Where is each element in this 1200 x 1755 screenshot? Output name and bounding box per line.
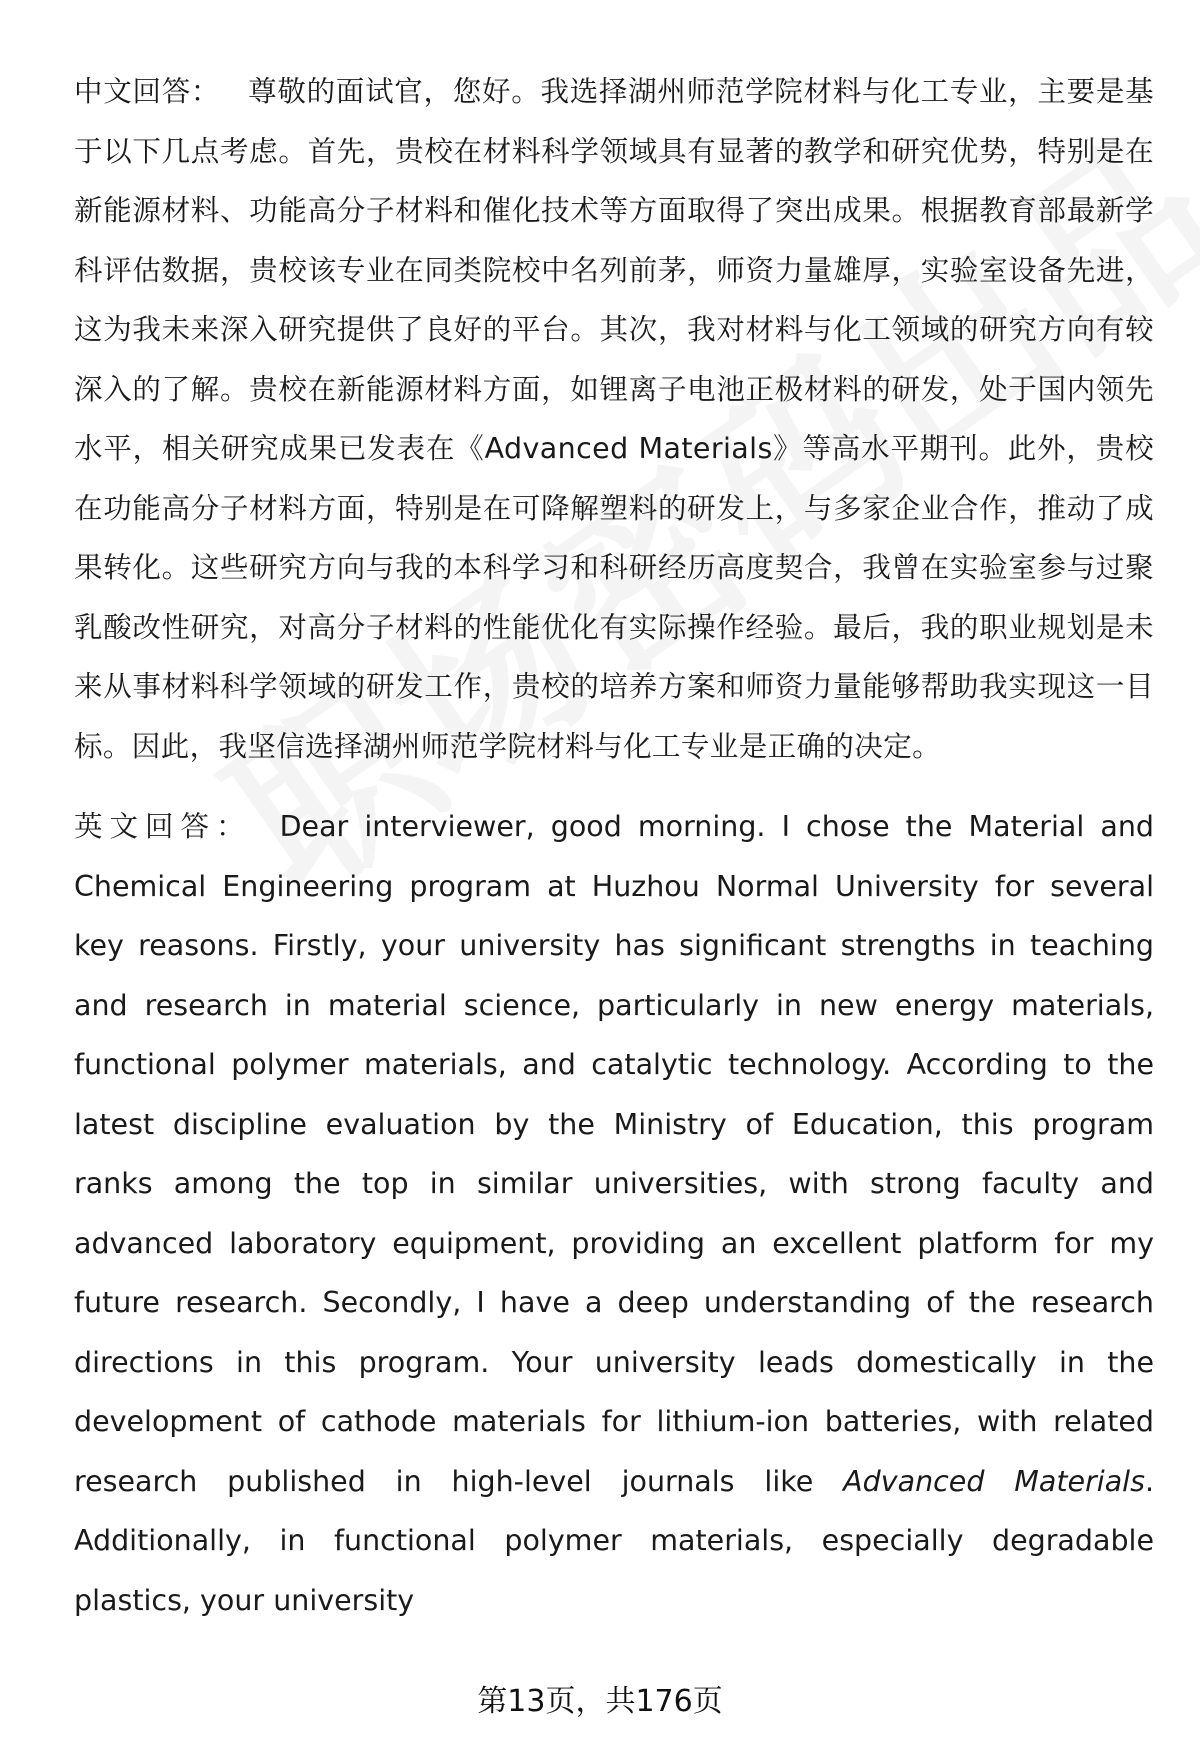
chinese-answer-paragraph [74, 62, 1154, 776]
page-number-footer: 第13页，共176页 [477, 1684, 723, 1719]
english-answer-label: 英文回答： [74, 810, 252, 843]
english-answer-text-part-2: . Additionally, in functional polymer materials, especially degradable plastics, your university [74, 1464, 1155, 1617]
english-answer-text-part-1: Dear interviewer, good morning. I chose the Material and Chemical Engineering program at Huzhou Normal University for several key reasons. Firstly, your university has significant strengths in teaching and research in material science, particularly in new energy materials, functional polymer materials, and catalytic technology. According to the latest discipline evaluation by the Ministry of Education, this program ranks among the top in similar universities, with strong faculty and advanced laboratory equipment, providing an excellent platform for my future research. Secondly, I have a deep understanding of the research directions in this program. Your university leads domestically in the development of cathode materials for lithium-ion batteries, with related research published in high-level journals like [74, 810, 1154, 1498]
journal-title-italic: Advanced Materials [843, 1464, 1145, 1498]
chinese-answer-label: 中文回答： [74, 75, 221, 108]
english-answer-paragraph [74, 797, 1154, 1630]
chinese-answer-text: 尊敬的面试官，您好。我选择湖州师范学院材料与化工专业，主要是基于以下几点考虑。首先，贵校在材料科学领域具有显著的教学和研究优势，特别是在新能源材料、功能高分子材料和催化技术等方面取得了突出成果。根据教育部最新学科评估数据，贵校该专业在同类院校中名列前茅，师资力量雄厚，实验室设备先进，这为我未来深入研究提供了良好的平台。其次，我对材料与化工领域的研究方向有较深入的了解。贵校在新能源材料方面，如锂离子电池正极材料的研发，处于国内领先水平，相关研究成果已发表在《Advanced Materials》等高水平期刊。此外，贵校在功能高分子材料方面，特别是在可降解塑料的研发上，与多家企业合作，推动了成果转化。这些研究方向与我的本科学习和科研经历高度契合，我曾在实验室参与过聚乳酸改性研究，对高分子材料的性能优化有实际操作经验。最后，我的职业规划是未来从事材料科学领域的研发工作，贵校的培养方案和师资力量能够帮助我实现这一目标。因此，我坚信选择湖州师范学院材料与化工专业是正确的决定。 [74, 75, 1154, 763]
document-body [74, 62, 1154, 1630]
